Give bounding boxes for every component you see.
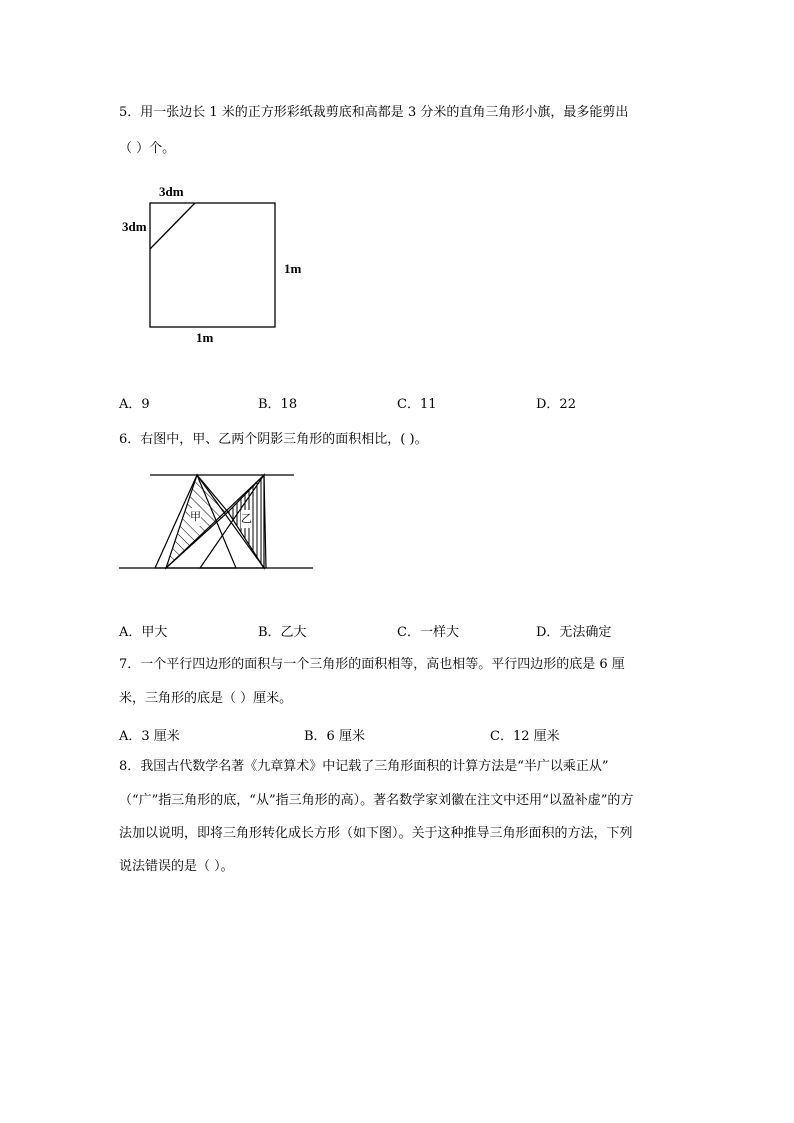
- q7-option-b: B．6 厘米: [304, 729, 365, 744]
- q8-text-line3: 法加以说明，即将三角形转化成长方形（如下图）。关于这种推导三角形面积的方法，下列: [119, 826, 633, 841]
- q5-square-figure: [150, 203, 275, 327]
- q5-left-label: 3dm: [122, 219, 147, 234]
- q6-option-b: B．乙大: [258, 625, 307, 640]
- q7-text-line2: 米，三角形的底是（ ）厘米。: [119, 691, 293, 706]
- q6-parallel-figure: [119, 475, 313, 568]
- q5-option-c: C．11: [397, 397, 437, 412]
- q5-option-a: A．9: [119, 397, 150, 412]
- q6-option-a: A．甲大: [119, 625, 168, 640]
- q5-text-line2: （ ）个。: [119, 141, 176, 156]
- q5-bottom-label: 1m: [196, 330, 214, 345]
- q6-text-line1: 6．右图中，甲、乙两个阴影三角形的面积相比，( )。: [119, 432, 428, 447]
- q8-text-line1: 8．我国古代数学名著《九章算术》中记载了三角形面积的计算方法是“半广以乘正从”: [119, 759, 609, 774]
- q8-text-line4: 说法错误的是（ ）。: [119, 859, 234, 874]
- q8-text-line2: （“广”指三角形的底，“从”指三角形的高）。著名数学家刘徽在注文中还用“以盈补虚”的方: [119, 793, 634, 808]
- q7-option-a: A．3 厘米: [119, 729, 180, 744]
- q6-option-c: C．一样大: [397, 625, 459, 640]
- q5-right-label: 1m: [284, 261, 302, 276]
- q6-label-yi: 乙: [241, 510, 252, 528]
- q6-label-jia: 甲: [190, 508, 201, 526]
- q5-top-label: 3dm: [159, 184, 184, 199]
- q5-text-line1: 5．用一张边长 1 米的正方形彩纸裁剪底和高都是 3 分米的直角三角形小旗，最多能剪出: [119, 105, 629, 120]
- q5-option-b: B．18: [258, 397, 298, 412]
- square-outline: [150, 203, 275, 327]
- q6-option-d: D．无法确定: [536, 625, 612, 640]
- q5-option-d: D．22: [536, 397, 576, 412]
- triangle-flag-hypotenuse: [150, 203, 195, 249]
- q7-option-c: C．12 厘米: [490, 729, 560, 744]
- q7-text-line1: 7．一个平行四边形的面积与一个三角形的面积相等，高也相等。平行四边形的底是 6 厘: [119, 657, 625, 672]
